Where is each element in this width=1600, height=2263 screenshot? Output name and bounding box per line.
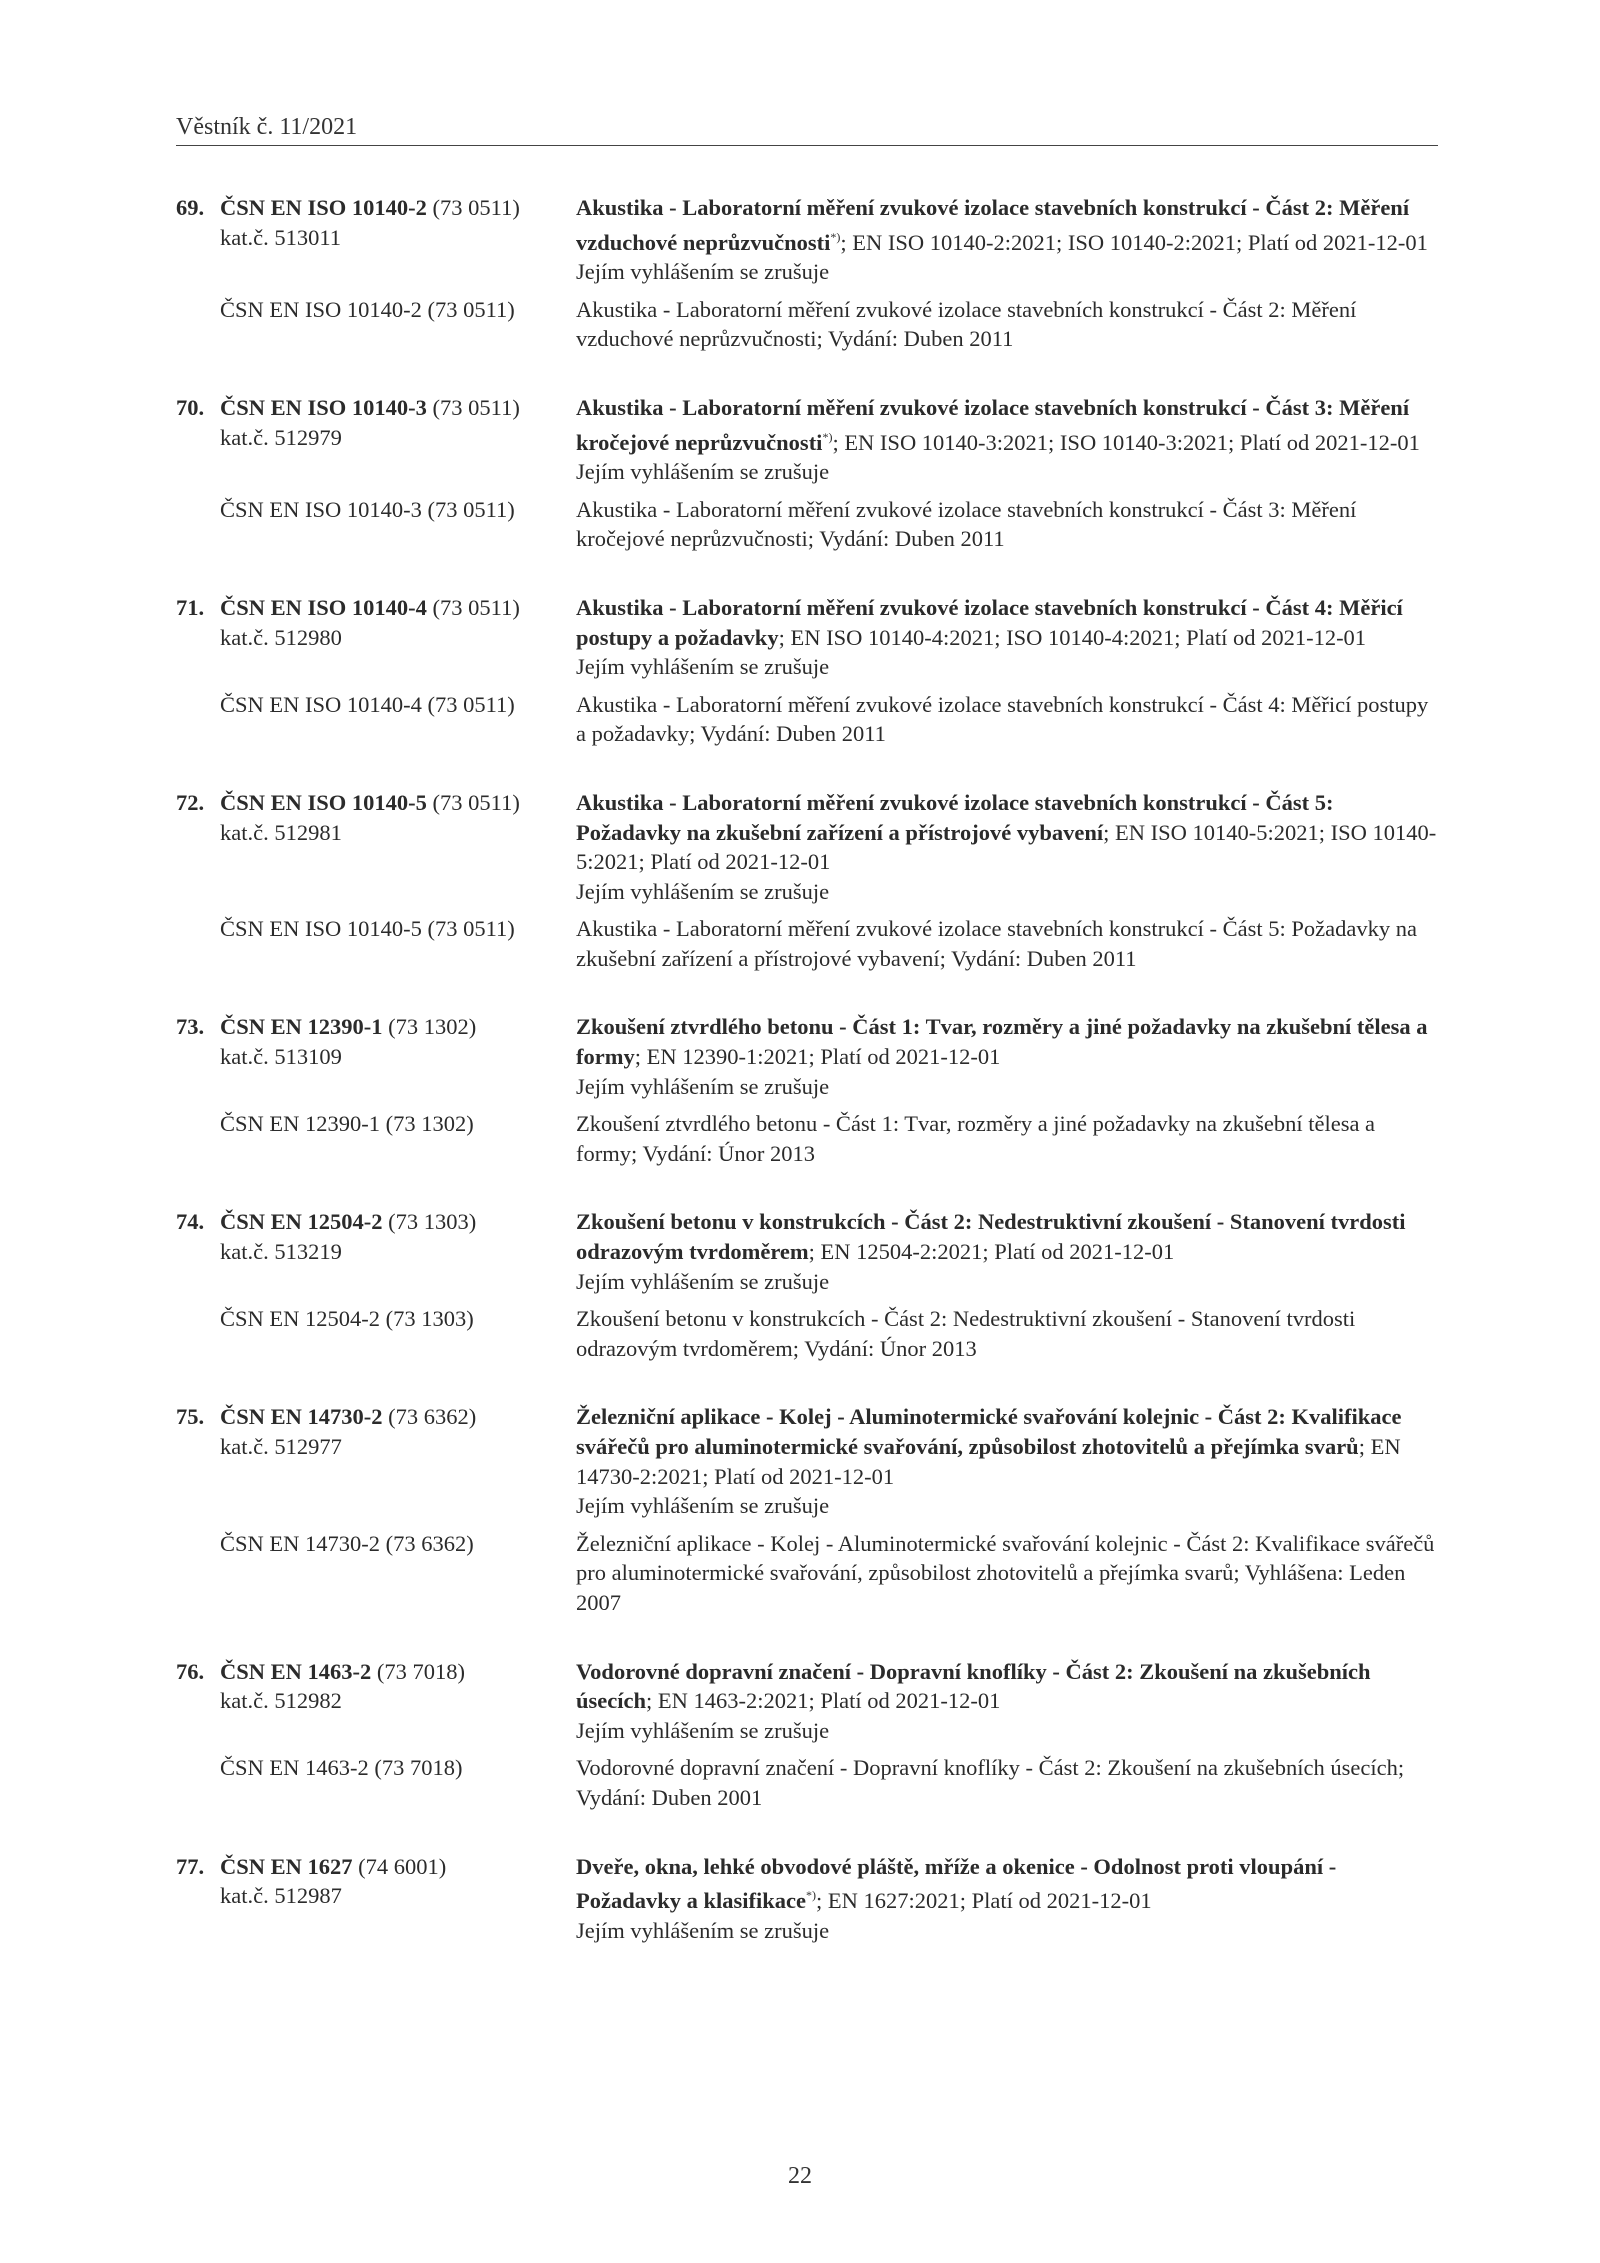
- standard-code: ČSN EN 14730-2: [220, 1404, 383, 1430]
- standard-id-line: [176, 1402, 576, 1432]
- classification-code: (73 0511): [426, 195, 520, 220]
- new-standard-row: [176, 788, 1438, 906]
- entry-number: 72.: [176, 789, 205, 815]
- header-divider: [176, 145, 1438, 146]
- footnote-marker: *): [822, 429, 833, 444]
- standard-title: Dveře, okna, lehké obvodové pláště, mříže a okenice - Odolnost proti vloupání - Požadavky a klasifikace: [576, 1853, 1337, 1914]
- classification-code: (73 7018): [371, 1658, 466, 1684]
- entry-number: 77.: [176, 1853, 205, 1879]
- replaced-standard-id: [176, 690, 576, 749]
- new-standard-row: [176, 1012, 1438, 1101]
- standard-entry: [176, 593, 1438, 749]
- replaced-standard-code: ČSN EN ISO 10140-2 (73 0511): [220, 296, 515, 322]
- replaced-standard-code: ČSN EN ISO 10140-3 (73 0511): [220, 496, 515, 522]
- standard-id-cell: [176, 1012, 576, 1101]
- standard-id-cell: [176, 1852, 576, 1946]
- standard-entry: [176, 788, 1438, 974]
- footnote-marker: *): [830, 229, 841, 244]
- replaced-standard-id: [176, 295, 576, 354]
- replaced-standard-row: [176, 295, 1438, 354]
- replaced-standard-title: Akustika - Laboratorní měření zvukové izolace stavebních konstrukcí - Část 3: Měření kročejové neprůzvučnosti; Vydání: Duben 2011: [576, 496, 1357, 552]
- catalog-number: kat.č. 513011: [220, 224, 342, 250]
- standard-code: ČSN EN ISO 10140-5: [220, 789, 427, 815]
- standard-entry: [176, 1012, 1438, 1168]
- footnote-marker: *): [806, 1888, 817, 1903]
- replaced-standard-code: ČSN EN 12390-1 (73 1302): [220, 1111, 474, 1137]
- classification-code: (73 1303): [382, 1209, 477, 1235]
- entry-number: 74.: [176, 1209, 205, 1235]
- cancellation-note: Jejím vyhlášením se zrušuje: [576, 459, 830, 485]
- standard-code: ČSN EN 12504-2: [220, 1209, 383, 1235]
- standard-id-cell: [176, 788, 576, 906]
- cancellation-note: Jejím vyhlášením se zrušuje: [576, 1268, 830, 1294]
- standard-details: ; EN 14730-2:2021; Platí od 2021-12-01: [576, 1434, 1401, 1489]
- standard-code: ČSN EN 1463-2: [220, 1658, 372, 1684]
- new-standard-row: [176, 393, 1438, 487]
- standard-description: [576, 788, 1438, 906]
- standard-code: ČSN EN ISO 10140-4: [220, 594, 427, 620]
- entry-number: 69.: [176, 195, 205, 220]
- standard-entry: [176, 1207, 1438, 1363]
- replaced-standard-title: Zkoušení ztvrdlého betonu - Část 1: Tvar, rozměry a jiné požadavky na zkušební tělesa a formy; Vydání: Únor 2013: [576, 1111, 1376, 1166]
- catalog-number: kat.č. 512982: [220, 1688, 342, 1714]
- page-header: Věstník č. 11/2021: [176, 114, 358, 140]
- standard-details: ; EN ISO 10140-4:2021; ISO 10140-4:2021; Platí od 2021-12-01: [778, 624, 1367, 650]
- standard-id-cell: [176, 1657, 576, 1746]
- standard-id-line: [176, 1657, 576, 1687]
- replaced-standard-title: Železniční aplikace - Kolej - Aluminotermické svařování kolejnic - Část 2: Kvalifikace svářečů pro aluminotermické svařování, způsobilost zhotovitelů a přejímka svarů; Vyhlášena: Leden 2007: [576, 1530, 1435, 1615]
- cancellation-note: Jejím vyhlášením se zrušuje: [576, 1493, 830, 1519]
- replaced-standard-code: ČSN EN ISO 10140-4 (73 0511): [220, 691, 515, 717]
- catalog-number: kat.č. 512981: [220, 819, 342, 845]
- standard-description: [576, 1852, 1438, 1946]
- replaced-standard-title: Akustika - Laboratorní měření zvukové izolace stavebních konstrukcí - Část 5: Požadavky na zkušební zařízení a přístrojové vybavení; Vydání: Duben 2011: [576, 916, 1417, 971]
- replaced-standard-id: [176, 1529, 576, 1618]
- standards-list: [176, 193, 1438, 1945]
- standard-description: [576, 1402, 1438, 1520]
- standard-id-cell: [176, 1207, 576, 1296]
- standard-entry: [176, 193, 1438, 354]
- standard-entry: [176, 393, 1438, 554]
- replaced-standard-id: [176, 914, 576, 973]
- new-standard-row: [176, 1402, 1438, 1520]
- standard-code: ČSN EN ISO 10140-3: [220, 394, 427, 420]
- standard-details: ; EN ISO 10140-3:2021; ISO 10140-3:2021; Platí od 2021-12-01: [832, 429, 1420, 455]
- new-standard-row: [176, 1852, 1438, 1946]
- standard-details: ; EN 1627:2021; Platí od 2021-12-01: [816, 1888, 1152, 1914]
- replaced-standard-row: [176, 690, 1438, 749]
- standard-id-cell: [176, 593, 576, 682]
- replaced-standard-row: [176, 495, 1438, 554]
- catalog-number: kat.č. 513219: [220, 1239, 342, 1265]
- entry-number: 73.: [176, 1014, 205, 1040]
- cancellation-note: Jejím vyhlášením se zrušuje: [576, 1073, 830, 1099]
- catalog-number: kat.č. 512977: [220, 1434, 342, 1459]
- replaced-standard-row: [176, 1109, 1438, 1168]
- cancellation-note: Jejím vyhlášením se zrušuje: [576, 878, 830, 904]
- standard-title: Zkoušení betonu v konstrukcích - Část 2: Nedestruktivní zkoušení - Stanovení tvrdosti odrazovým tvrdoměrem: [576, 1209, 1406, 1265]
- cancellation-note: Jejím vyhlášením se zrušuje: [576, 1717, 830, 1743]
- replaced-standard-code: ČSN EN ISO 10140-5 (73 0511): [220, 916, 515, 942]
- classification-code: (73 0511): [426, 394, 520, 420]
- replaced-standard-id: [176, 495, 576, 554]
- standard-description: [576, 1012, 1438, 1101]
- replaced-standard-row: [176, 1304, 1438, 1363]
- standard-title: Železniční aplikace - Kolej - Aluminotermické svařování kolejnic - Část 2: Kvalifikace svářečů pro aluminotermické svařování, způsobilost zhotovitelů a přejímka svarů: [576, 1404, 1402, 1459]
- replaced-standard-row: [176, 1529, 1438, 1618]
- new-standard-row: [176, 1207, 1438, 1296]
- standard-id-line: [176, 193, 576, 223]
- classification-code: (73 6362): [382, 1404, 477, 1430]
- catalog-number: kat.č. 512987: [220, 1883, 342, 1909]
- catalog-number: kat.č. 512979: [220, 424, 342, 450]
- replaced-standard-id: [176, 1109, 576, 1168]
- replaced-standard-code: ČSN EN 12504-2 (73 1303): [220, 1306, 474, 1332]
- standard-entry: [176, 1402, 1438, 1617]
- standard-description: [576, 193, 1438, 287]
- standard-code: ČSN EN ISO 10140-2: [220, 195, 427, 220]
- replaced-standard-row: [176, 914, 1438, 973]
- cancellation-note: Jejím vyhlášením se zrušuje: [576, 1917, 830, 1943]
- entry-number: 71.: [176, 594, 205, 620]
- standard-title: Akustika - Laboratorní měření zvukové izolace stavebních konstrukcí - Část 5: Požadavky na zkušební zařízení a přístrojové vybavení: [576, 789, 1334, 845]
- standard-description: [576, 593, 1438, 682]
- standard-title: Zkoušení ztvrdlého betonu - Část 1: Tvar, rozměry a jiné požadavky na zkušební tělesa a formy: [576, 1014, 1428, 1070]
- standard-details: ; EN ISO 10140-5:2021; ISO 10140-5:2021; Platí od 2021-12-01: [576, 819, 1437, 875]
- replaced-standard-id: [176, 1304, 576, 1363]
- standard-description: [576, 393, 1438, 487]
- standard-id-cell: [176, 393, 576, 487]
- new-standard-row: [176, 593, 1438, 682]
- catalog-number: kat.č. 512980: [220, 624, 342, 650]
- standard-id-line: [176, 788, 576, 818]
- standard-id-line: [176, 1852, 576, 1882]
- standard-entry: [176, 1852, 1438, 1946]
- standard-title: Vodorovné dopravní značení - Dopravní knoflíky - Část 2: Zkoušení na zkušebních úsecích: [576, 1658, 1371, 1714]
- catalog-number: kat.č. 513109: [220, 1044, 342, 1070]
- standard-entry: [176, 1657, 1438, 1813]
- classification-code: (73 1302): [382, 1014, 477, 1040]
- standard-description: [576, 1207, 1438, 1296]
- standard-id-line: [176, 593, 576, 623]
- standard-details: ; EN 12504-2:2021; Platí od 2021-12-01: [808, 1239, 1175, 1265]
- classification-code: (74 6001): [352, 1853, 447, 1879]
- standard-id-cell: [176, 1402, 576, 1520]
- replaced-standard-title: Vodorovné dopravní značení - Dopravní knoflíky - Část 2: Zkoušení na zkušebních úsecích; Vydání: Duben 2001: [576, 1755, 1405, 1810]
- standard-id-line: [176, 1207, 576, 1237]
- standard-id-cell: [176, 193, 576, 287]
- entry-number: 75.: [176, 1404, 205, 1430]
- standard-details: ; EN ISO 10140-2:2021; ISO 10140-2:2021; Platí od 2021-12-01: [840, 229, 1428, 255]
- cancellation-note: Jejím vyhlášením se zrušuje: [576, 259, 830, 285]
- entry-number: 76.: [176, 1658, 205, 1684]
- standard-id-line: [176, 1012, 576, 1042]
- classification-code: (73 0511): [426, 594, 520, 620]
- standard-details: ; EN 12390-1:2021; Platí od 2021-12-01: [634, 1044, 1001, 1070]
- new-standard-row: [176, 1657, 1438, 1746]
- standard-code: ČSN EN 12390-1: [220, 1014, 383, 1040]
- cancellation-note: Jejím vyhlášením se zrušuje: [576, 654, 830, 680]
- replaced-standard-id: [176, 1753, 576, 1812]
- classification-code: (73 0511): [426, 789, 520, 815]
- standard-id-line: [176, 393, 576, 423]
- standard-title: Akustika - Laboratorní měření zvukové izolace stavebních konstrukcí - Část 4: Měřicí postupy a požadavky: [576, 594, 1403, 650]
- new-standard-row: [176, 193, 1438, 287]
- replaced-standard-title: Akustika - Laboratorní měření zvukové izolace stavebních konstrukcí - Část 2: Měření vzduchové neprůzvučnosti; Vydání: Duben 2011: [576, 296, 1357, 352]
- standard-title: Akustika - Laboratorní měření zvukové izolace stavebních konstrukcí - Část 3: Měření kročejové neprůzvučnosti: [576, 394, 1410, 455]
- standard-description: [576, 1657, 1438, 1746]
- replaced-standard-row: [176, 1753, 1438, 1812]
- replaced-standard-code: ČSN EN 1463-2 (73 7018): [220, 1755, 463, 1781]
- entry-number: 70.: [176, 394, 205, 420]
- standard-code: ČSN EN 1627: [220, 1853, 353, 1879]
- replaced-standard-title: Zkoušení betonu v konstrukcích - Část 2: Nedestruktivní zkoušení - Stanovení tvrdosti odrazovým tvrdoměrem; Vydání: Únor 2013: [576, 1306, 1356, 1361]
- page-number: 22: [788, 2163, 812, 2189]
- replaced-standard-code: ČSN EN 14730-2 (73 6362): [220, 1530, 474, 1556]
- standard-title: Akustika - Laboratorní měření zvukové izolace stavebních konstrukcí - Část 2: Měření vzduchové neprůzvučnosti: [576, 195, 1410, 255]
- standard-details: ; EN 1463-2:2021; Platí od 2021-12-01: [646, 1688, 1001, 1714]
- replaced-standard-title: Akustika - Laboratorní měření zvukové izolace stavebních konstrukcí - Část 4: Měřicí postupy a požadavky; Vydání: Duben 2011: [576, 691, 1429, 747]
